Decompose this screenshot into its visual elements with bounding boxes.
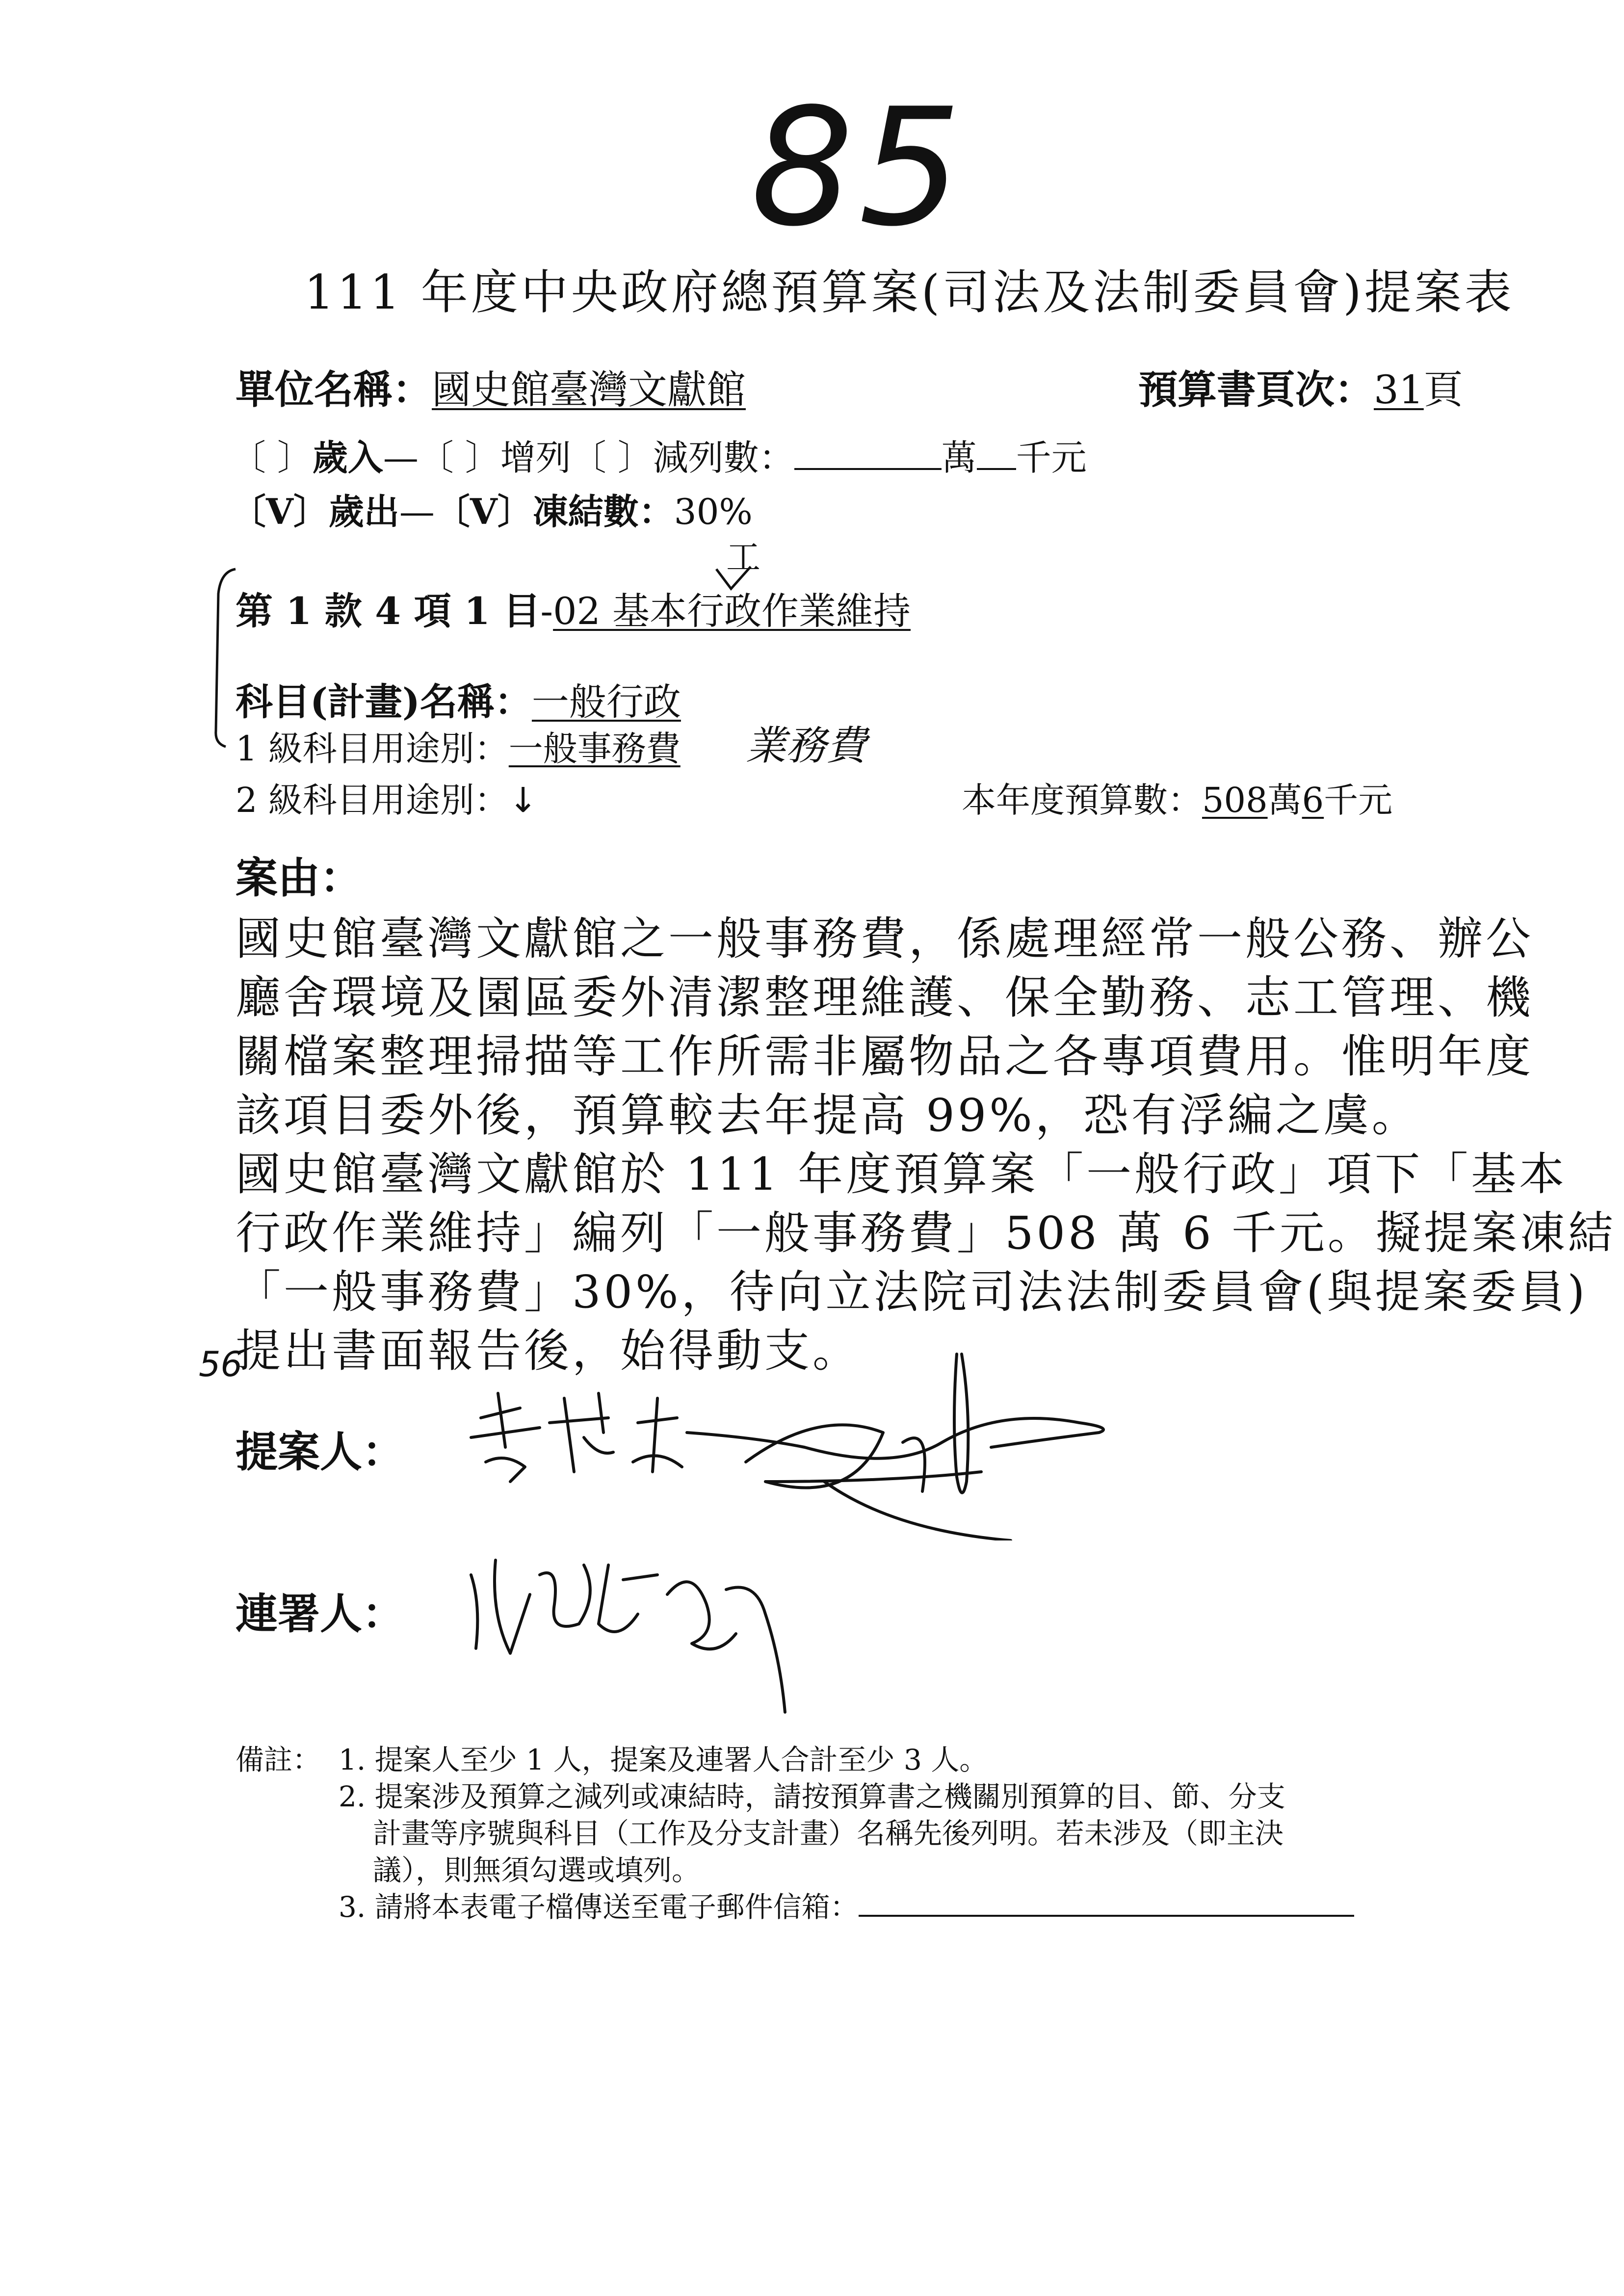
freeze-box: 〔V〕 bbox=[434, 491, 533, 532]
reason-line: 國史館臺灣文獻館之一般事務費，係處理經常一般公務、辦公 bbox=[236, 913, 1534, 965]
level1-row bbox=[236, 721, 681, 771]
budget-row bbox=[962, 773, 1392, 822]
reason-heading: 案由： bbox=[236, 853, 362, 903]
budget-qian-unit: 千元 bbox=[1324, 780, 1393, 820]
reason-line: 該項目委外後，預算較去年提高 99%，恐有浮編之虞。 bbox=[236, 1089, 1420, 1142]
decrease-wan-blank bbox=[794, 438, 942, 470]
unit-row bbox=[236, 358, 746, 415]
note-item: 1. 提案人至少 1 人，提案及連署人合計至少 3 人。 bbox=[339, 1743, 988, 1776]
page-title: 111 年度中央政府總預算案(司法及法制委員會)提案表 bbox=[304, 265, 1515, 320]
freeze-value: 30% bbox=[674, 491, 753, 532]
unit-label: 單位名稱： bbox=[236, 366, 432, 413]
note-email-text: 3. 請將本表電子檔傳送至電子郵件信箱： bbox=[339, 1890, 859, 1924]
section-ref-row bbox=[236, 581, 911, 635]
level2-handwritten: ↓ bbox=[508, 780, 538, 820]
margin-handwriting: 56 bbox=[199, 1344, 243, 1384]
expense-label: 歲出 bbox=[328, 491, 399, 532]
note-item-email bbox=[339, 1884, 1354, 1925]
decrease-box: 〔 〕 bbox=[571, 437, 653, 478]
page-ref-suffix: 頁 bbox=[1423, 367, 1463, 413]
revenue-box: 〔 〕 bbox=[231, 437, 313, 478]
level2-row bbox=[236, 773, 537, 822]
revenue-dash: — bbox=[383, 437, 419, 478]
proposer-signature bbox=[451, 1334, 1158, 1540]
increase-box: 〔 〕 bbox=[418, 437, 500, 478]
reason-line: 提出書面報告後，始得動支。 bbox=[236, 1325, 861, 1377]
budget-wan-unit: 萬 bbox=[1267, 780, 1302, 820]
section-ref-value: 02 基本行政作業維持 bbox=[553, 589, 911, 633]
revenue-line bbox=[231, 429, 1087, 480]
expense-line bbox=[231, 483, 753, 534]
expense-dash: — bbox=[399, 491, 435, 532]
reason-line: 廳舍環境及園區委外清潔整理維護、保全勤務、志工管理、機 bbox=[236, 971, 1534, 1024]
reason-line: 國史館臺灣文獻館於 111 年度預算案「一般行政」項下「基本 bbox=[236, 1148, 1568, 1200]
subject-label: 科目(計畫)名稱： bbox=[236, 680, 532, 724]
wan-unit: 萬 bbox=[941, 437, 977, 478]
section-ref-dash: - bbox=[540, 589, 553, 633]
cosigner-label: 連署人： bbox=[236, 1589, 404, 1639]
decrease-label: 減列數： bbox=[653, 437, 794, 478]
budget-qian-value: 6 bbox=[1302, 780, 1324, 820]
cosigner-signature bbox=[461, 1536, 844, 1722]
page-ref-row bbox=[1138, 358, 1463, 415]
note-item: 2. 提案涉及預算之減列或凍結時，請按預算書之機關別預算的目、節、分支 bbox=[339, 1780, 1285, 1813]
email-blank bbox=[859, 1890, 1354, 1917]
note-item: 計畫等序號與科目（工作及分支計畫）名稱先後列明。若未涉及（即主決 bbox=[373, 1817, 1284, 1850]
page-ref-label: 預算書頁次： bbox=[1138, 366, 1374, 413]
reason-line: 行政作業維持」編列「一般事務費」508 萬 6 千元。擬提案凍結 bbox=[236, 1207, 1616, 1259]
reason-line: 「一般事務費」30%，待向立法院司法法制委員會(與提案委員) bbox=[236, 1266, 1588, 1318]
budget-wan-value: 508 bbox=[1202, 780, 1268, 820]
notes-label: 備註： bbox=[236, 1743, 321, 1776]
note-item: 議），則無須勾選或填列。 bbox=[373, 1853, 701, 1887]
expense-box: 〔V〕 bbox=[231, 491, 329, 532]
reason-line: 關檔案整理掃描等工作所需非屬物品之各專項費用。惟明年度 bbox=[236, 1030, 1534, 1083]
budget-label: 本年度預算數： bbox=[962, 780, 1202, 820]
qian-unit: 千元 bbox=[1016, 437, 1087, 478]
level2-label: 2 級科目用途別： bbox=[236, 780, 509, 820]
proposer-label: 提案人： bbox=[236, 1427, 404, 1477]
page-ref-value: 31 bbox=[1374, 367, 1424, 413]
decrease-qian-blank bbox=[977, 438, 1016, 470]
subject-row bbox=[236, 672, 681, 726]
increase-label: 增列 bbox=[500, 437, 571, 478]
freeze-label: 凍結數： bbox=[532, 491, 674, 532]
handwritten-insert: 工 bbox=[726, 537, 760, 577]
level1-handwritten: 業務費 bbox=[746, 723, 866, 769]
unit-value: 國史館臺灣文獻館 bbox=[432, 367, 746, 413]
section-ref-prefix: 第 1 款 4 項 1 目 bbox=[236, 589, 541, 633]
handwritten-page-number: 85 bbox=[751, 74, 967, 262]
revenue-label: 歲入 bbox=[312, 437, 383, 478]
level1-value: 一般事務費 bbox=[508, 729, 681, 769]
subject-value: 一般行政 bbox=[531, 680, 681, 724]
level1-label: 1 級科目用途別： bbox=[236, 729, 509, 769]
